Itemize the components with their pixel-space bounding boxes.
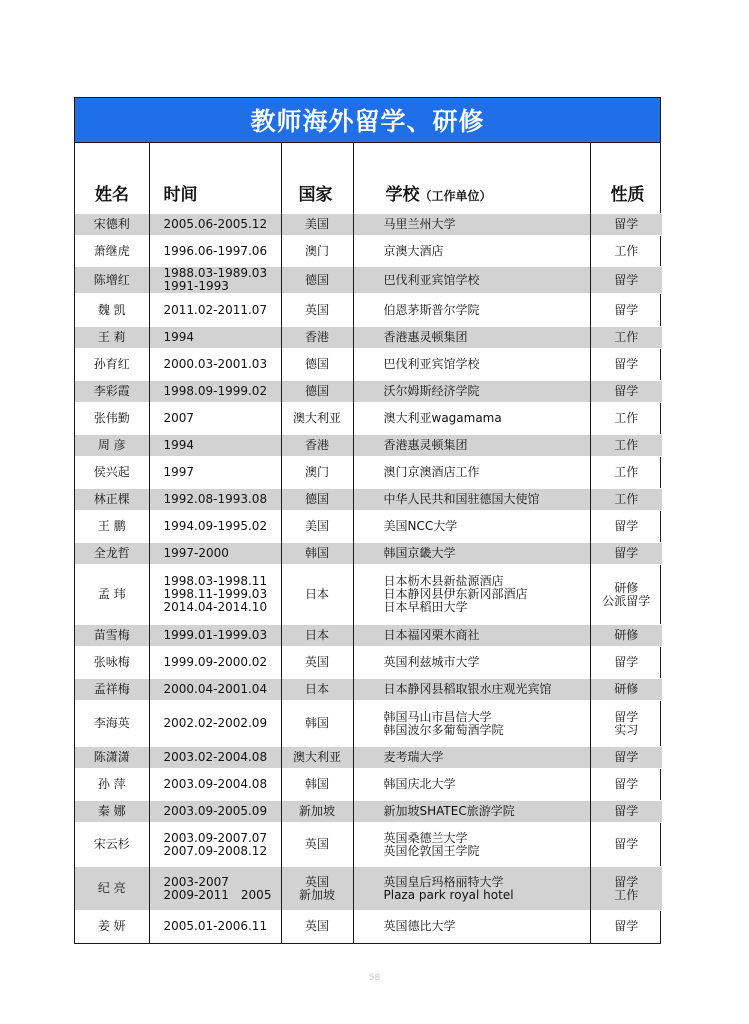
- cell-school-line: 中华人民共和国驻德国大使馆: [383, 492, 540, 506]
- table-body: [75, 214, 662, 943]
- cell-school-line: 伯恩茅斯普尔学院: [383, 302, 480, 317]
- cell-name: 纪 亮: [75, 867, 149, 911]
- cell-country: [281, 349, 353, 381]
- cell-school: [353, 543, 590, 565]
- cell-school: [353, 294, 590, 327]
- cell-time: [149, 294, 281, 327]
- cell-name: 周 彦: [75, 435, 149, 457]
- cell-nature-line: 留学: [614, 384, 639, 398]
- cell-school-line: 京澳大酒店: [383, 243, 444, 258]
- table-row: [75, 489, 662, 511]
- cell-country: [281, 801, 353, 823]
- table-row: [75, 769, 662, 801]
- cell-nature: [590, 769, 662, 801]
- cell-country-line: 澳大利亚: [292, 411, 341, 425]
- table-row: [75, 236, 662, 267]
- cell-school-line: 日本枥木县新盐源酒店: [383, 574, 504, 588]
- cell-school: [353, 769, 590, 801]
- cell-time: [149, 403, 281, 435]
- cell-time-line: 1994: [163, 438, 195, 452]
- cell-country-line: 英国: [304, 655, 329, 669]
- cell-school: [353, 511, 590, 543]
- cell-school: [353, 349, 590, 381]
- cell-school-line: 英国桑德兰大学: [383, 830, 468, 845]
- cell-nature: [590, 823, 662, 867]
- cell-time: [149, 267, 281, 294]
- cell-school-line: 新加坡SHATEC旅游学院: [383, 804, 515, 818]
- cell-nature-line: 公派留学: [602, 593, 651, 608]
- cell-school-line: Plaza park royal hotel: [383, 887, 514, 902]
- cell-nature-line: 留学: [614, 837, 639, 851]
- cell-nature-line: 工作: [614, 887, 639, 902]
- cell-nature: [590, 489, 662, 511]
- cell-school-line: 英国利兹城市大学: [383, 655, 480, 669]
- cell-school-line: 英国皇后玛格丽特大学: [383, 874, 504, 889]
- cell-nature: [590, 214, 662, 236]
- cell-time: [149, 823, 281, 867]
- table-row: [75, 911, 662, 943]
- cell-school-line: 麦考瑞大学: [383, 750, 444, 764]
- cell-country: [281, 489, 353, 511]
- cell-country: [281, 679, 353, 701]
- cell-time: [149, 381, 281, 403]
- cell-time-line: 2003.09-2007.07: [163, 830, 268, 845]
- cell-school: [353, 267, 590, 294]
- cell-nature-line: 实习: [614, 722, 639, 737]
- cell-nature: [590, 349, 662, 381]
- cell-school: [353, 701, 590, 747]
- table-row: [75, 511, 662, 543]
- cell-nature-line: 工作: [614, 438, 639, 452]
- cell-nature: [590, 381, 662, 403]
- cell-school-line: 英国伦敦国王学院: [383, 843, 480, 858]
- cell-time-line: 2005.01-2006.11: [163, 919, 268, 934]
- cell-school-line: 英国德比大学: [383, 919, 456, 934]
- cell-nature-line: 工作: [614, 411, 639, 425]
- cell-nature: [590, 403, 662, 435]
- table-row: [75, 403, 662, 435]
- teacher-table: [75, 143, 662, 943]
- cell-time-line: 1997-2000: [163, 546, 229, 560]
- cell-time-line: 1999.09-2000.02: [163, 655, 268, 669]
- cell-school-line: 日本福冈栗木商社: [383, 628, 480, 642]
- table-row: [75, 543, 662, 565]
- cell-country-line: 德国: [304, 384, 329, 398]
- cell-country-line: 英国: [304, 919, 329, 934]
- cell-nature: [590, 701, 662, 747]
- cell-name: 姜 妍: [75, 911, 149, 943]
- table-row: [75, 349, 662, 381]
- cell-time-line: 2002.02-2002.09: [163, 716, 268, 730]
- cell-school: [353, 801, 590, 823]
- cell-nature: [590, 435, 662, 457]
- cell-time: [149, 214, 281, 236]
- header-school-label: 学校: [385, 185, 420, 205]
- cell-school: [353, 679, 590, 701]
- cell-school-line: 日本静冈县稻取银水庄观光宾馆: [383, 682, 552, 696]
- cell-school: [353, 435, 590, 457]
- cell-country-line: 韩国: [304, 777, 329, 791]
- cell-country-line: 香港: [304, 438, 329, 452]
- cell-nature: [590, 543, 662, 565]
- cell-country: [281, 294, 353, 327]
- table-row: [75, 867, 662, 911]
- cell-time: [149, 679, 281, 701]
- cell-time: [149, 769, 281, 801]
- cell-country: [281, 327, 353, 349]
- cell-time: [149, 511, 281, 543]
- cell-time: [149, 349, 281, 381]
- table-row: [75, 327, 662, 349]
- cell-country: [281, 769, 353, 801]
- cell-name: 张伟勤: [75, 403, 149, 435]
- cell-name: 林正棵: [75, 489, 149, 511]
- cell-school-line: 日本静冈县伊东新冈部酒店: [383, 587, 528, 601]
- cell-school: [353, 457, 590, 489]
- cell-nature: [590, 236, 662, 267]
- cell-time-line: 2003-2007: [163, 874, 229, 889]
- cell-name: 萧继虎: [75, 236, 149, 267]
- cell-country-line: 香港: [304, 330, 329, 344]
- cell-country-line: 美国: [304, 519, 329, 533]
- cell-school-line: 马里兰州大学: [383, 217, 456, 231]
- cell-time: [149, 701, 281, 747]
- table-row: [75, 747, 662, 769]
- cell-name: 苗雪梅: [75, 625, 149, 647]
- cell-nature: [590, 911, 662, 943]
- cell-time-line: 1994.09-1995.02: [163, 519, 268, 533]
- cell-name: 孙 萍: [75, 769, 149, 801]
- cell-country-line: 日本: [304, 628, 329, 642]
- table-row: [75, 679, 662, 701]
- table-row: [75, 801, 662, 823]
- cell-nature-line: 留学: [614, 919, 639, 934]
- cell-country-line: 澳大利亚: [292, 750, 341, 764]
- cell-nature: [590, 294, 662, 327]
- cell-country: [281, 267, 353, 294]
- cell-nature: [590, 511, 662, 543]
- header-school-note: （工作单位）: [419, 189, 492, 203]
- cell-country: [281, 747, 353, 769]
- cell-country-line: 英国: [304, 837, 329, 851]
- cell-country: [281, 435, 353, 457]
- cell-country-line: 英国: [304, 874, 329, 889]
- cell-time-line: 1997: [163, 465, 195, 479]
- cell-time-line: 2000.03-2001.03: [163, 357, 268, 371]
- cell-name: 全龙哲: [75, 543, 149, 565]
- cell-country: [281, 403, 353, 435]
- cell-time: [149, 867, 281, 911]
- cell-name: 孙育红: [75, 349, 149, 381]
- cell-nature-line: 留学: [614, 546, 639, 560]
- table-row: [75, 381, 662, 403]
- cell-school-line: 日本早稻田大学: [383, 600, 468, 614]
- page-number: 58: [368, 973, 381, 983]
- cell-country: [281, 381, 353, 403]
- cell-name: 王 莉: [75, 327, 149, 349]
- cell-school-line: 韩国马山市昌信大学: [383, 709, 492, 724]
- cell-time-line: 2011.02-2011.07: [163, 302, 268, 317]
- cell-country-line: 德国: [304, 272, 329, 287]
- cell-time-line: 1991-1993: [163, 279, 229, 293]
- cell-time: [149, 489, 281, 511]
- cell-name: 王 鹏: [75, 511, 149, 543]
- cell-time-line: 1998.09-1999.02: [163, 384, 268, 398]
- cell-country: [281, 543, 353, 565]
- cell-nature: [590, 679, 662, 701]
- cell-name: 张咏梅: [75, 647, 149, 679]
- cell-country: [281, 457, 353, 489]
- header-nature: 性质: [590, 143, 662, 214]
- cell-time: [149, 647, 281, 679]
- cell-nature: [590, 327, 662, 349]
- cell-time-line: 1999.01-1999.03: [163, 628, 268, 642]
- cell-name: 陈潇潇: [75, 747, 149, 769]
- header-school: [353, 143, 590, 214]
- cell-time: [149, 543, 281, 565]
- cell-nature-line: 留学: [614, 709, 639, 724]
- cell-time: [149, 457, 281, 489]
- cell-country: [281, 701, 353, 747]
- cell-time-line: 2007.09-2008.12: [163, 843, 268, 858]
- cell-time: [149, 565, 281, 625]
- cell-nature-line: 留学: [614, 357, 639, 371]
- table-row: [75, 457, 662, 489]
- cell-nature: [590, 801, 662, 823]
- cell-school-line: 韩国波尔多葡萄酒学院: [383, 722, 504, 737]
- cell-name: 宋德利: [75, 214, 149, 236]
- cell-time-line: 1998.11-1999.03: [163, 587, 268, 601]
- cell-school: [353, 381, 590, 403]
- cell-time: [149, 801, 281, 823]
- table-row: [75, 823, 662, 867]
- cell-school-line: 韩国庆北大学: [383, 777, 456, 791]
- cell-time-line: 2000.04-2001.04: [163, 682, 268, 696]
- cell-time-line: 2003.09-2004.08: [163, 777, 268, 791]
- cell-nature: [590, 747, 662, 769]
- cell-country-line: 英国: [304, 302, 329, 317]
- cell-time-line: 2014.04-2014.10: [163, 600, 268, 614]
- table-row: [75, 647, 662, 679]
- cell-school: [353, 647, 590, 679]
- page-title: 教师海外留学、研修: [75, 98, 660, 143]
- cell-nature-line: 留学: [614, 750, 639, 764]
- cell-country: [281, 867, 353, 911]
- cell-school-line: 韩国京畿大学: [383, 546, 456, 560]
- cell-nature-line: 工作: [614, 243, 639, 258]
- cell-country-line: 新加坡: [298, 887, 335, 902]
- cell-country-line: 德国: [304, 492, 329, 506]
- cell-country: [281, 565, 353, 625]
- header-country: 国家: [281, 143, 353, 214]
- cell-nature-line: 研修: [614, 628, 639, 642]
- cell-country-line: 日本: [304, 587, 329, 601]
- cell-nature-line: 留学: [614, 874, 639, 889]
- cell-name: 李海英: [75, 701, 149, 747]
- cell-school: [353, 747, 590, 769]
- cell-name: 陈增红: [75, 267, 149, 294]
- cell-nature-line: 留学: [614, 302, 639, 317]
- table-row: [75, 701, 662, 747]
- cell-nature-line: 留学: [614, 217, 639, 231]
- cell-nature: [590, 565, 662, 625]
- cell-nature-line: 留学: [614, 519, 639, 533]
- table-header-row: [75, 143, 662, 214]
- cell-school: [353, 327, 590, 349]
- cell-school: [353, 867, 590, 911]
- cell-country-line: 日本: [304, 682, 329, 696]
- cell-time-line: 1996.06-1997.06: [163, 243, 268, 258]
- cell-name: 秦 娜: [75, 801, 149, 823]
- cell-school: [353, 489, 590, 511]
- cell-school: [353, 823, 590, 867]
- cell-nature-line: 工作: [614, 465, 639, 479]
- cell-time: [149, 236, 281, 267]
- cell-nature: [590, 267, 662, 294]
- cell-country-line: 澳门: [304, 465, 329, 479]
- cell-school-line: 香港惠灵顿集团: [383, 438, 468, 452]
- cell-school-line: 巴伐利亚宾馆学校: [383, 272, 480, 287]
- cell-time-line: 1998.03-1998.11: [163, 574, 268, 588]
- document-sheet: [74, 97, 661, 944]
- cell-name: 宋云杉: [75, 823, 149, 867]
- cell-country: [281, 236, 353, 267]
- cell-time-line: 2007: [163, 411, 195, 425]
- cell-school-line: 美国NCC大学: [383, 519, 458, 533]
- table-row: [75, 625, 662, 647]
- cell-time: [149, 747, 281, 769]
- cell-name: 孟 玮: [75, 565, 149, 625]
- header-time: 时间: [149, 143, 281, 214]
- cell-time-line: 2005.06-2005.12: [163, 217, 268, 231]
- cell-nature-line: 研修: [614, 682, 639, 696]
- cell-nature-line: 留学: [614, 655, 639, 669]
- cell-country-line: 美国: [304, 217, 329, 231]
- cell-nature: [590, 647, 662, 679]
- cell-time: [149, 327, 281, 349]
- cell-school-line: 澳门京澳酒店工作: [383, 465, 480, 479]
- table-row: [75, 565, 662, 625]
- cell-school-line: 沃尔姆斯经济学院: [383, 384, 480, 398]
- table-row: [75, 435, 662, 457]
- cell-country: [281, 511, 353, 543]
- cell-time-line: 1992.08-1993.08: [163, 492, 268, 506]
- cell-country-line: 德国: [304, 357, 329, 371]
- cell-country: [281, 647, 353, 679]
- cell-school: [353, 214, 590, 236]
- cell-country-line: 韩国: [304, 716, 329, 730]
- cell-time-line: 2003.02-2004.08: [163, 750, 268, 764]
- cell-nature-line: 留学: [614, 777, 639, 791]
- cell-name: 李彩霞: [75, 381, 149, 403]
- cell-name: 侯兴起: [75, 457, 149, 489]
- cell-country-line: 韩国: [304, 546, 329, 560]
- cell-nature: [590, 457, 662, 489]
- cell-nature-line: 留学: [614, 272, 639, 287]
- cell-nature-line: 工作: [614, 492, 639, 506]
- cell-school: [353, 625, 590, 647]
- header-name: 姓名: [95, 185, 129, 205]
- cell-time-line: 2009-2011 2005: [163, 887, 272, 902]
- cell-name: 孟祥梅: [75, 679, 149, 701]
- cell-nature: [590, 625, 662, 647]
- cell-country: [281, 911, 353, 943]
- cell-country: [281, 823, 353, 867]
- cell-time-line: 1988.03-1989.03: [163, 266, 268, 280]
- cell-school: [353, 565, 590, 625]
- cell-country: [281, 214, 353, 236]
- cell-nature-line: 留学: [614, 804, 639, 818]
- cell-school-line: 香港惠灵顿集团: [383, 330, 468, 344]
- table-row: [75, 214, 662, 236]
- cell-school: [353, 236, 590, 267]
- cell-nature-line: 工作: [614, 330, 639, 344]
- cell-nature-line: 研修: [614, 580, 639, 595]
- cell-school-line: 澳大利亚wagamama: [383, 411, 502, 425]
- cell-time-line: 1994: [163, 330, 195, 344]
- cell-nature: [590, 867, 662, 911]
- cell-time: [149, 911, 281, 943]
- table-row: [75, 267, 662, 294]
- cell-country-line: 澳门: [304, 243, 329, 258]
- table-row: [75, 294, 662, 327]
- cell-school: [353, 403, 590, 435]
- cell-school: [353, 911, 590, 943]
- cell-country: [281, 625, 353, 647]
- cell-school-line: 巴伐利亚宾馆学校: [383, 357, 480, 371]
- cell-country-line: 新加坡: [298, 804, 335, 818]
- cell-time: [149, 435, 281, 457]
- cell-time: [149, 625, 281, 647]
- cell-time-line: 2003.09-2005.09: [163, 804, 268, 818]
- cell-name: 魏 凯: [75, 294, 149, 327]
